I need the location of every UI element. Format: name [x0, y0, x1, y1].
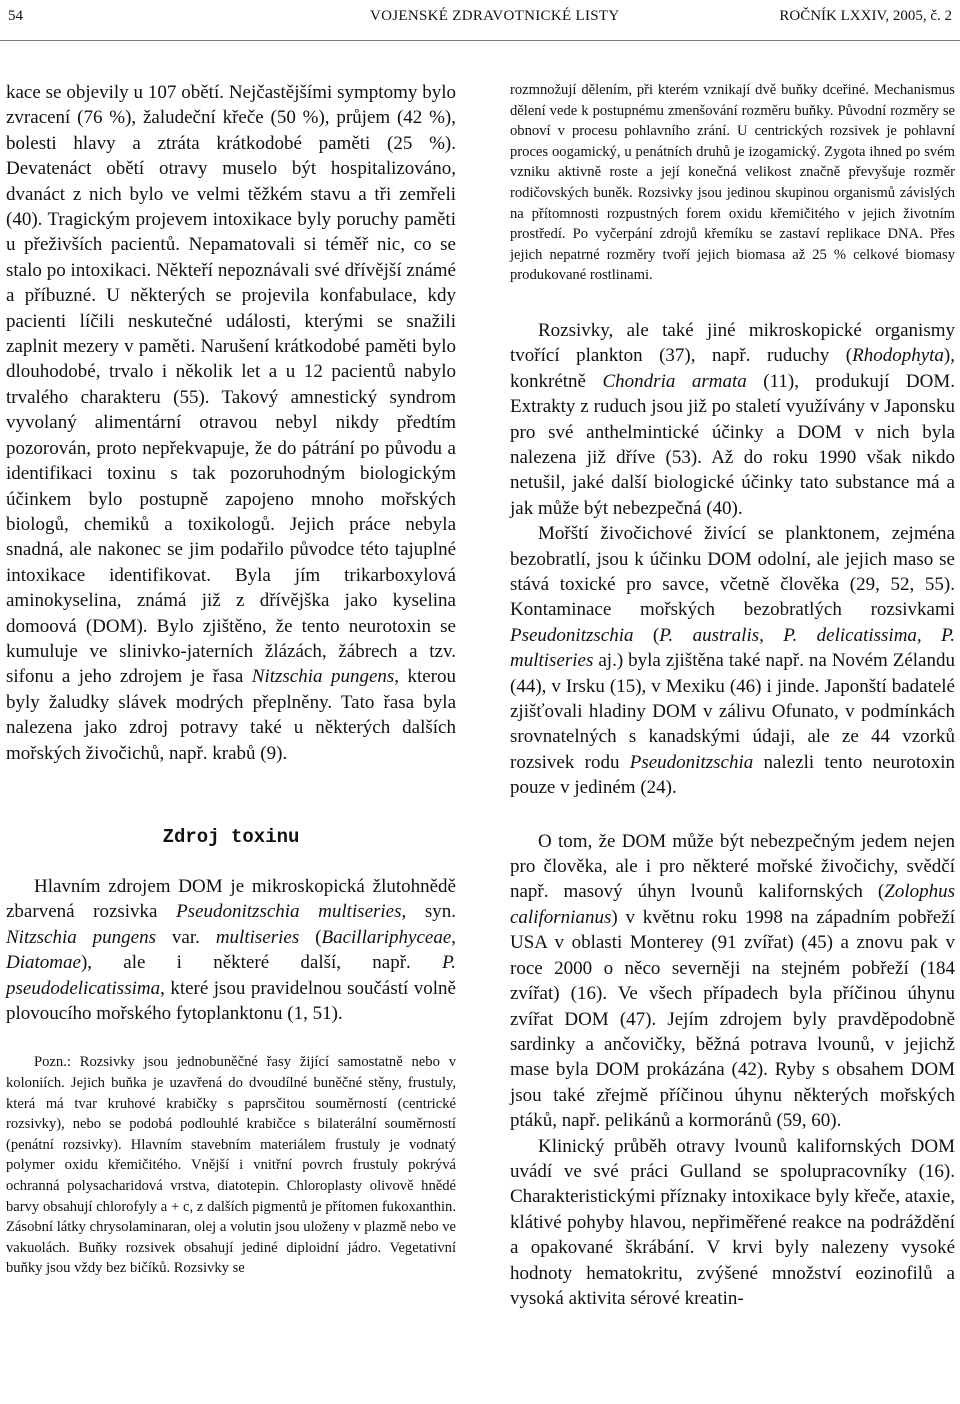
paragraph-sea-lions: O tom, že DOM může být nebezpečným jedem nejen pro člověka, ale i pro některé mořské živočichy, svědčí např. masový úhyn lvounů kalifornských (Zolophus californianus) v květnu roku 1998 na západním pobřeží USA v oblasti Monterey (91 zvířat) (45) a znovu pak v roce 2000 o něco severněji na stejném pobřeží (184 zvířat) (16). Ve všech případech byla příčinou úhynu zvířat DOM (47). Jejím zdrojem byly pravděpodobně sardinky a ančovičky, běžná potrava lvounů, v jejichž mase byla DOM prokázána (42). Ryby s obsahem DOM jsou také zřejmě příčinou úhynu některých mořských ptáků, např. pelikánů a kormoránů (59, 60).: [510, 830, 955, 1132]
running-header: [0, 0, 960, 41]
volume-issue: ROČNÍK LXXIV, 2005, č. 2: [779, 8, 952, 24]
left-column: [6, 80, 456, 1279]
footnote: Pozn.: Rozsivky jsou jednobuněčné řasy žijící samostatně nebo v koloniích. Jejich buňka je uzavřená do dvoudílné buněčné stěny, frustuly, která má tvar kruhové krabičky s paprsčitou souměrností (centrické rozsivky), nebo se podobá podlouhlé krabičce s bilaterální souměrností (penátní rozsivky). Hlavním stavebním materiálem frustuly je vodnatý polymer oxidu křemičitého. Vnější i vnitřní povrch frustuly pokrývá ochranná polysacharidová vrstva, diatotepin. Chloroplasty olivově hnědé barvy obsahují chlorofyly a + c, z dalších pigmentů je přítomen fukoxanthin. Zásobní látky chrysolaminaran, olej a volutin jsou uloženy v plazmě nebo ve vakuolách. Buňky rozsivek obsahují jediné diploidní jádro. Vegetativní buňky jsou vždy bez bičíků. Rozsivky se: [6, 1054, 456, 1277]
section-heading: Zdroj toxinu: [162, 825, 300, 848]
page-number: 54: [8, 8, 23, 24]
paragraph-intro: kace se objevily u 107 obětí. Nejčastějšími symptomy bylo zvracení (76 %), žaludeční křeče (50 %), průjem (42 %), bolesti hlavy a ztráta krátkodobé paměti (25 %). Devatenáct obětí otravy muselo být hospitalizováno, dvanáct z nich bylo ve velmi těžkém stavu a tři zemřeli (40). Tragickým projevem intoxikace byly poruchy paměti u přeživších pacientů. Nepamatovali si téměř nic, co se stalo po intoxikaci. Někteří nepoznávali své dřívější známé a příbuzné. U některých se projevila konfabulace, kdy pacienti líčili neskutečné události, kterými se snažili zaplnit mezery v paměti. Narušení krátkodobé paměti bylo dlouhodobé, trvalo i několik let a u 12 pacientů nabylo trvalého charakteru (55). Takový amnestický syndrom vyvolaný alimentární otravou nebyl nikdy předtím pozorován, proto nepřekvapuje, že do pátrání po původu a identifikaci toxinu s tak pozoruhodným biologickým účinkem bylo postupně zapojeno mnoho mořských biologů, chemiků a toxikologů. Jejich práce nebyla snadná, ale nakonec se jim podařilo původce této tajuplné intoxikace identifikovat. Byla jím trikarboxylová aminokyselina, známá již z dřívějška jako kyselina domoová (DOM). Bylo zjištěno, že tento neurotoxin se kumuluje ve slinivko-jaterních žlázách, žábrech a tzv. sifonu a jeho zdrojem je řasa Nitzschia pungens, kterou byly žaludky slávek modrých přeplněny. Tato řasa byla nalezena jako zdroj potravy také u některých dalších mořských živočichů, např. krabů (9).: [6, 82, 456, 764]
journal-title: VOJENSKÉ ZDRAVOTNICKÉ LISTY: [370, 8, 620, 24]
paragraph-source: Hlavním zdrojem DOM je mikroskopická žlutohnědě zbarvená rozsivka Pseudonitzschia multiseries, syn. Nitzschia pungens var. multiseries (Bacillariphyceae, Diatomae), ale i některé další, např. P. pseudodelicatissima, které jsou pravidelnou součástí volně plovoucího mořského fytoplanktonu (1, 51).: [6, 875, 457, 1024]
paragraph-marine-animals: Mořští živočichové živící se planktonem, zejména bezobratlí, jsou k účinku DOM odolní, ale jejich maso se stává toxické pro savce, včetně člověka (29, 52, 55). Kontaminace mořských bezobratlých rozsivkami Pseudonitzschia (P. australis, P. delicatissima, P. multiseries aj.) byla zjištěna také např. na Novém Zélandu (44), v Irsku (15), v Mexiku (46) i jinde. Japonští badatelé zjišťovali hladiny DOM v zálivu Ofunato, v podmínkách srovnatelných s kanadskými údaji, ale ze 44 vzorků rozsivek rodu Pseudonitzschia nalezli tento neurotoxin pouze v jediném (24).: [510, 523, 955, 799]
right-column: [510, 80, 955, 1311]
footnote-continued: rozmnožují dělením, při kterém vznikají dvě buňky dceřiné. Mechanismus dělení vede k postupnému zmenšování rozměru buňky. Původní rozměry se obnoví v procesu pohlavního zrání. U centrických rozsivek je pohlavní proces oogamický, u penátních druhů je izogamický. Zygota ihned po svém vzniku aktivně roste a její konečná velikost značně převyšuje rozměr rodičovských buněk. Rozsivky jsou jedinou skupinou organismů závislých na přítomnosti rozpustných forem oxidu křemičitého v jejich životním prostředí. Po vyčerpání zdrojů křemíku se zastaví replikace DNA. Přes jejich nepatrné rozměry tvoří jejich biomasa až 25 % celkové biomasy produkované rostlinami.: [510, 82, 955, 284]
paragraph-clinical: Klinický průběh otravy lvounů kalifornských DOM uvádí ve své práci Gulland se spolupracovníky (16). Charakteristickými příznaky intoxikace byly křeče, ataxie, klátivé pohyby hlavou, nepřiměřené reakce na podráždění a opakované škrábání. V krvi byly nalezeny vysoké hodnoty hematokritu, zvýšené množství eozinofilů a vysoká aktivita sérové kreatin-: [510, 1135, 955, 1309]
paragraph-rhodophyta: Rozsivky, ale také jiné mikroskopické organismy tvořící plankton (37), např. ruduchy (Rhodophyta), konkrétně Chondria armata (11), produkují DOM. Extrakty z ruduch jsou již po staletí využívány v Japonsku pro své anthelmintické účinky a DOM v nich byla nalezena již dříve (53). Až do roku 1990 však nikdo netušil, jaké další biologické účinky tato substance má a jak může být nebezpečná (40).: [510, 319, 955, 519]
